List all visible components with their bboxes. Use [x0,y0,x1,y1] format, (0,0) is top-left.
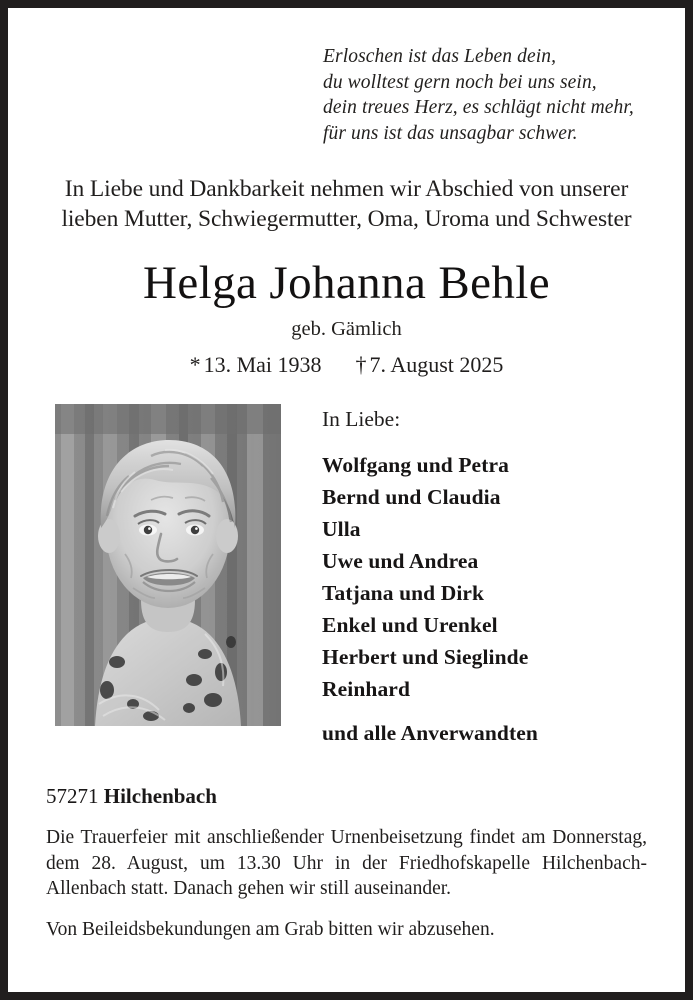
birth-date-group [190,352,322,377]
portrait-illustration [55,404,281,726]
family-label: In Liebe: [322,407,401,431]
service-details [46,825,647,902]
poem-line-4: für uns ist das unsagbar schwer. [323,122,578,144]
family-member: Bernd und Claudia [322,485,501,509]
portrait-photo [55,404,281,726]
family-member: Wolfgang und Petra [322,453,509,477]
service-line-1: Die Trauerfeier mit anschließender Urnenbeisetzung findet am [46,827,546,848]
life-dates [46,351,647,378]
deceased-name: Helga Johanna Behle [143,257,550,309]
service-line-2: Donnerstag, dem 28. August, um 13.30 Uhr in der Friedhofskapelle [46,827,648,874]
family-member: Tatjana und Dirk [322,581,485,605]
maiden-name: geb. Gämlich [291,318,402,340]
family-member: Enkel und Urenkel [322,613,498,637]
family-member: Uwe und Andrea [322,549,479,573]
condolence-request: Von Beileidsbekundungen am Grab bitten wir abzusehen. [46,918,495,940]
death-date: 7. August 2025 [369,352,504,377]
birth-star-icon: * [189,352,201,377]
photo-and-family-section [46,404,647,749]
death-date-group [356,352,504,377]
family-list [281,404,647,749]
poem-line-3: dein treues Herz, es schlägt nicht mehr, [323,97,634,118]
service-line-3: Hilchenbach-Allenbach statt. Danach gehen wir still auseinander. [46,852,647,899]
photo-container [55,404,281,726]
poem-line-2: du wolltest gern noch bei uns sein, [323,71,597,93]
intro-line-2: lieben Mutter, Schwiegermutter, Oma, Uroma und Schwester [61,206,632,232]
family-member: Ulla [322,517,361,541]
location-line [46,783,647,809]
notice-inner [8,8,685,992]
family-closing: und alle Anverwandten [322,721,538,745]
poem-line-1: Erloschen ist das Leben dein, [323,46,557,67]
death-cross-icon: † [355,352,367,377]
memorial-poem [46,8,647,146]
family-member: Reinhard [322,677,411,701]
intro-text [46,174,647,234]
city-name: Hilchenbach [103,784,217,808]
postal-code: 57271 [46,784,99,808]
birth-date: 13. Mai 1938 [203,352,322,377]
family-member: Herbert und Sieglinde [322,645,529,669]
intro-line-1: In Liebe und Dankbarkeit nehmen wir Abschied von unserer [64,176,629,202]
